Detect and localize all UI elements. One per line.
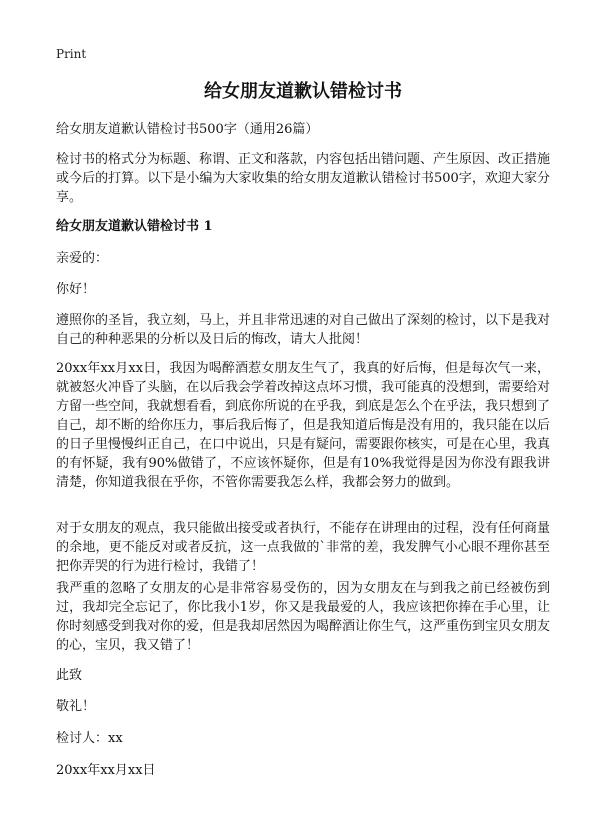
- closing-line-1: 此致: [56, 668, 83, 683]
- body-paragraph-2: 20xx年xx月xx日，我因为喝醉酒惹女朋友生气了，我真的好后悔，但是每次气一来，就被怒火冲昏了头脑，在以后我会学着改掉这点坏习惯，我可能真的没想到，需要给对方留一些空间，我就想看看，到底你所说的在乎我，到底是怎么个在乎法，我只想到了自己，却不断的给你压力，事后我后悔了，但是我知道后悔是没有用的，我只能在以后的日子里慢慢纠正自己，在口中说出，只是有疑问，需要跟你核实，可是在心里，我真的有怀疑，我有90%做错了，不应该怀疑你，但是有10%我觉得是因为你没有跟我讲清楚，你知道我很在乎你，不管你需要我怎么样，我都会努力的做到。: [56, 361, 551, 490]
- document-date: 20xx年xx月xx日: [56, 763, 156, 778]
- signer: 检讨人：xx: [56, 731, 123, 746]
- document-title: 给女朋友道歉认错检讨书: [204, 81, 402, 102]
- section-heading: 给女朋友道歉认错检讨书 1: [56, 219, 213, 234]
- print-link[interactable]: Print: [56, 47, 87, 61]
- intro-paragraph: 检讨书的格式分为标题、称谓、正文和落款，内容包括出错问题、产生原因、改正措施或今后的打算。以下是小编为大家收集的给女朋友道歉认错检讨书500字，欢迎大家分享。: [56, 152, 551, 205]
- salutation: 亲爱的：: [56, 251, 109, 266]
- greeting: 你好！: [56, 282, 96, 297]
- document-subtitle: 给女朋友道歉认错检讨书500字（通用26篇）: [56, 122, 319, 137]
- closing-line-2: 敬礼！: [56, 699, 96, 714]
- body-paragraph-4: 我严重的忽略了女朋友的心是非常容易受伤的，因为女朋友在与到我之前已经被伤到过，我却完全忘记了，你比我小1岁，你又是我最爱的人，我应该把你捧在手心里，让你时刻感受到我对你的爱，但是我却居然因为喝醉酒让你生气，这严重伤到宝贝女朋友的心，宝贝，我又错了！: [56, 581, 551, 653]
- body-paragraph-3: 对于女朋友的观点，我只能做出接受或者执行，不能存在讲理由的过程，没有任何商量的余地，更不能反对或者反抗，这一点我做的`非常的差，我发脾气小心眼不理你甚至把你弄哭的行为进行检讨，我错了！: [56, 521, 551, 574]
- body-paragraph-1: 遵照你的圣旨，我立刻，马上，并且非常迅速的对自己做出了深刻的检讨，以下是我对自己的种种恶果的分析以及日后的悔改，请大人批阅！: [56, 313, 551, 347]
